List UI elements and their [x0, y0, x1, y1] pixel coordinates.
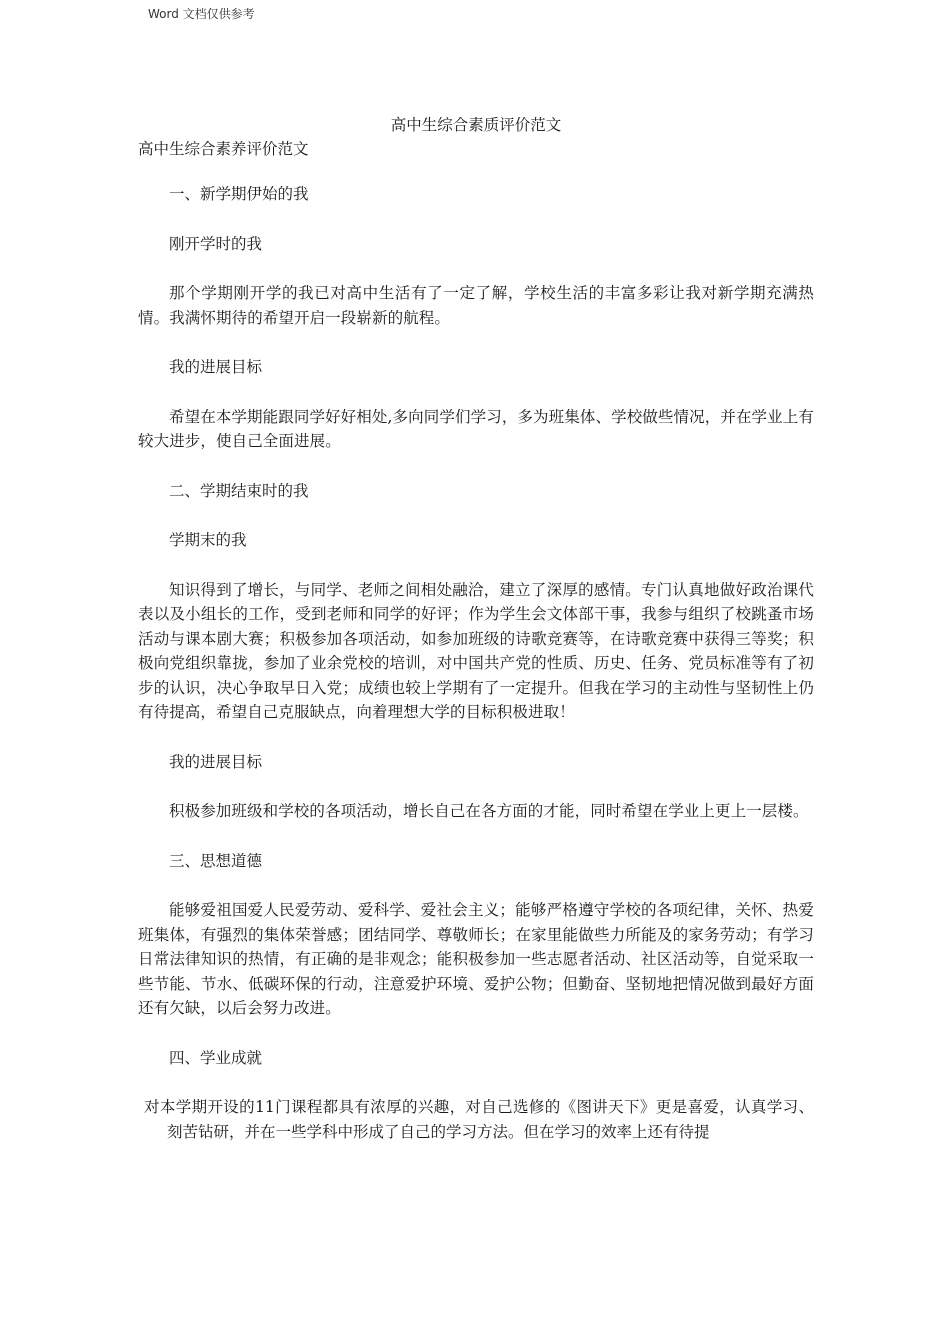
paragraph: 知识得到了增长，与同学、老师之间相处融洽，建立了深厚的感情。专门认真地做好政治课代表以及小组长的工作，受到老师和同学的好评；作为学生会文体部干事，我参与组织了校跳蚤市场活动与课本剧大赛；积极参加各项活动，如参加班级的诗歌竞赛等，在诗歌竞赛中获得三等奖；积极向党组织靠拢，参加了业余党校的培训，对中国共产党的性质、历史、任务、党员标准等有了初步的认识，决心争取早日入党；成绩也较上学期有了一定提升。但我在学习的主动性与坚韧性上仍有待提高，希望自己克服缺点，向着理想大学的目标积极进取！ — [138, 580, 814, 721]
document-page — [138, 113, 814, 1144]
sub-heading: 我的进展目标 — [169, 752, 263, 771]
paragraph: 希望在本学期能跟同学好好相处,多向同学们学习，多为班集体、学校做些情况，并在学业上有较大进步，使自己全面进展。 — [138, 407, 814, 450]
sub-heading: 刚开学时的我 — [169, 234, 263, 253]
paragraph: 能够爱祖国爱人民爱劳动、爱科学、爱社会主义；能够严格遵守学校的各项纪律，关怀、热爱班集体，有强烈的集体荣誉感；团结同学、尊敬师长；在家里能做些力所能及的家务劳动；有学习日常法律知识的热情，有正确的是非观念；能积极参加一些志愿者活动、社区活动等，自觉采取一些节能、节水、低碳环保的行动，注意爱护环境、爱护公物；但勤奋、坚韧地把情况做到最好方面还有欠缺，以后会努力改进。 — [138, 901, 814, 1017]
section-heading: 四、学业成就 — [169, 1048, 263, 1067]
section-heading: 三、思想道德 — [169, 851, 263, 870]
watermark-text: Word 文档仅供参考 — [148, 7, 255, 21]
sub-heading: 我的进展目标 — [169, 358, 263, 376]
document-title: 高中生综合素质评价范文 — [390, 116, 562, 134]
section-heading: 二、学期结束时的我 — [169, 481, 309, 500]
paragraph-academic: 对本学期开设的11门课程都具有浓厚的兴趣，对自己选修的《图讲天下》更是喜爱，认真学习、刻苦钻研，并在一些学科中形成了自己的学习方法。但在学习的效率上还有待提 — [144, 1098, 814, 1141]
section-heading: 一、新学期伊始的我 — [169, 185, 309, 203]
paragraph: 那个学期刚开学的我已对高中生活有了一定了解，学校生活的丰富多彩让我对新学期充满热情。我满怀期待的希望开启一段崭新的航程。 — [138, 284, 814, 327]
document-subtitle: 高中生综合素养评价范文 — [138, 140, 309, 158]
paragraph: 积极参加班级和学校的各项活动，增长自己在各方面的才能，同时希望在学业上更上一层楼。 — [169, 802, 809, 820]
sub-heading: 学期末的我 — [169, 531, 247, 549]
